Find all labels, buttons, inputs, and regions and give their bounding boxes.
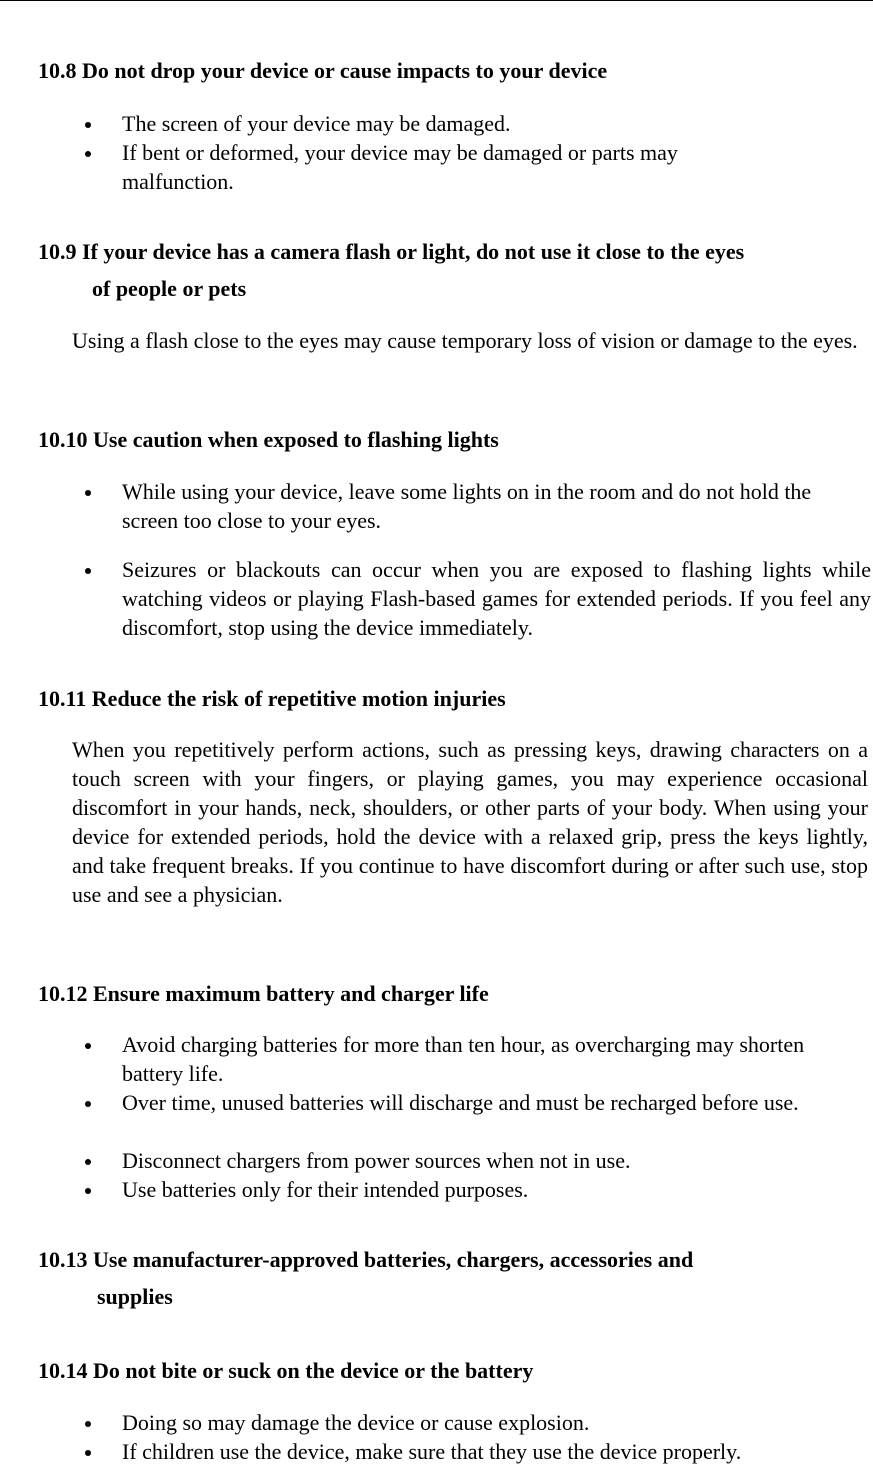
section-heading: 10.8 Do not drop your device or cause impacts to your device	[38, 58, 608, 83]
section-heading: 10.14 Do not bite or suck on the device or the battery	[38, 1358, 534, 1383]
bullet-item: If bent or deformed, your device may be damaged or parts may malfunction.	[122, 138, 772, 196]
section-heading-continuation: supplies	[97, 1284, 173, 1309]
bullet-item: Over time, unused batteries will discharge and must be recharged before use.	[122, 1088, 858, 1117]
section-heading: 10.10 Use caution when exposed to flashing lights	[38, 427, 499, 452]
section-heading: 10.11 Reduce the risk of repetitive motion injuries	[38, 686, 506, 711]
section-heading-continuation: of people or pets	[92, 276, 247, 301]
bullet-item: While using your device, leave some lights on in the room and do not hold the screen too close to your eyes.	[122, 477, 869, 535]
section-paragraph: Using a flash close to the eyes may cause temporary loss of vision or damage to the eyes.	[72, 328, 858, 353]
section-paragraph: When you repetitively perform actions, such as pressing keys, drawing characters on a touch screen with your fingers, or playing games, you may experience occasional discomfort in your hands, neck, shoulders, or other parts of your body. When using your device for extended periods, hold the device with a relaxed grip, press the keys lightly, and take frequent breaks. If you continue to have discomfort during or after such use, stop use and see a physician.	[72, 737, 868, 907]
bullet-item: If children use the device, make sure that they use the device properly.	[122, 1437, 867, 1466]
bullet-item: Use batteries only for their intended purposes.	[122, 1175, 862, 1204]
section-heading-text: 10.13 Use manufacturer-approved batteries, chargers, accessories and	[38, 1247, 694, 1272]
bullet-item: Doing so may damage the device or cause explosion.	[122, 1408, 867, 1437]
bullet-item: The screen of your device may be damaged.	[122, 109, 722, 138]
section-heading-text: 10.9 If your device has a camera flash or light, do not use it close to the eyes	[38, 239, 745, 264]
section-heading: 10.12 Ensure maximum battery and charger life	[38, 981, 489, 1006]
top-rule	[0, 0, 873, 1]
bullet-item: Disconnect chargers from power sources when not in use.	[122, 1146, 862, 1175]
section-heading	[38, 1241, 693, 1315]
section-heading	[38, 233, 744, 307]
bullet-item: Seizures or blackouts can occur when you are exposed to flashing lights while watching videos or playing Flash-based games for extended periods. If you feel any discomfort, stop using the device immediately.	[122, 557, 871, 640]
bullet-item: Avoid charging batteries for more than ten hour, as overcharging may shorten battery life.	[122, 1030, 842, 1088]
